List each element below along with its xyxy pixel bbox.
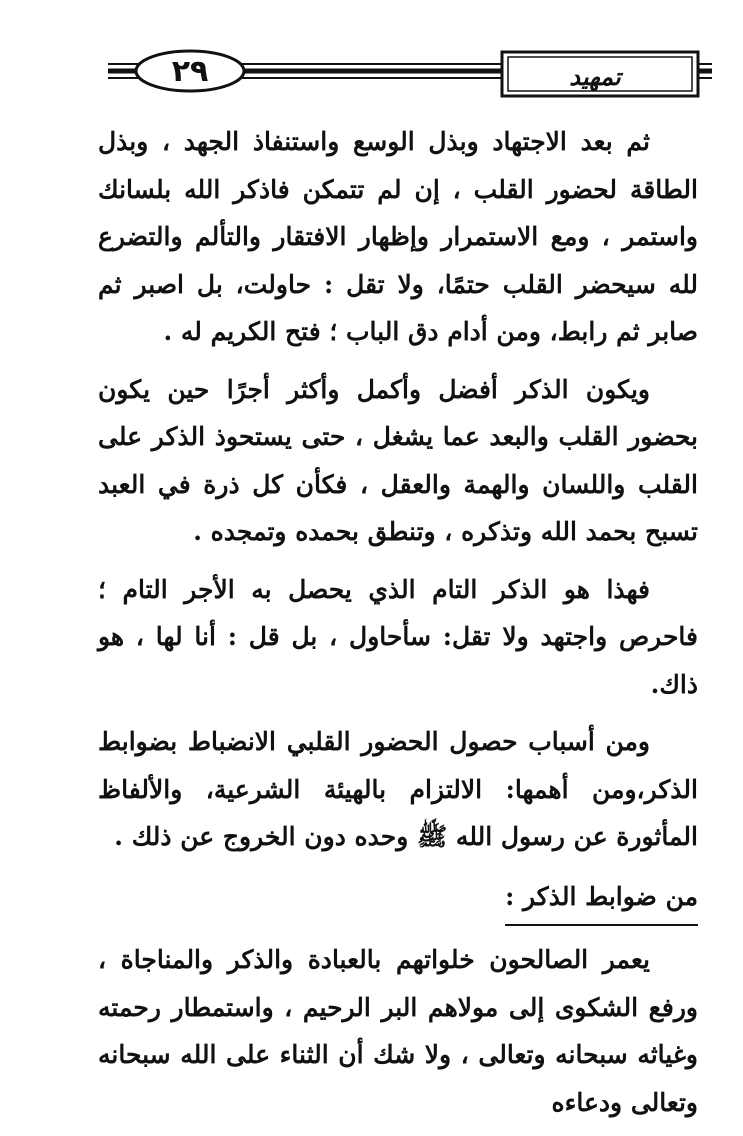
paragraph-5: يعمر الصالحون خلواتهم بالعبادة والذكر والمناجاة ، ورفع الشكوى إلى مولاهم البر الرحيم ، واستمطار رحمته وغياثه سبحانه وتعالى ، ولا شك أن الثناء على الله سبحانه وتعالى ودعاءه [98,945,698,1117]
paragraph-4: ومن أسباب حصول الحضور القلبي الانضباط بضوابط الذكر،ومن أهمها: الالتزام بالهيئة الشرعية، والألفاظ المأثورة عن رسول الله ﷺ وحده دون الخروج عن ذلك . [98,727,698,851]
section-heading: من ضوابط الذكر : [505,873,698,927]
running-title: تمهيد [569,61,621,91]
page-number: ٢٩ [171,53,209,89]
paragraph-1: ثم بعد الاجتهاد وبذل الوسع واستنفاذ الجهد ، وبذل الطاقة لحضور القلب ، إن لم تتمكن فاذكر الله بلسانك واستمر ، ومع الاستمرار وإظهار الافتقار والتألم والتضرع لله سيحضر القلب حتمًا، ولا تقل : حاولت، بل اصبر ثم صابر ثم رابط، ومن أدام دق الباب ؛ فتح الكريم له . [98,127,698,346]
paragraph-2: ويكون الذكر أفضل وأكمل وأكثر أجرًا حين يكون بحضور القلب والبعد عما يشغل ، حتى يستحوذ الذكر على القلب واللسان والهمة والعقل ، فكأن كل ذرة في العبد تسبح بحمد الله وتذكره ، وتنطق بحمده وتمجده . [98,374,698,546]
paragraph-3: فهذا هو الذكر التام الذي يحصل به الأجر التام ؛ فاحرص واجتهد ولا تقل: سأحاول ، بل قل : أنا لها ، هو ذاك. [98,574,698,699]
main-text [98,118,698,1136]
page-header [108,42,712,104]
